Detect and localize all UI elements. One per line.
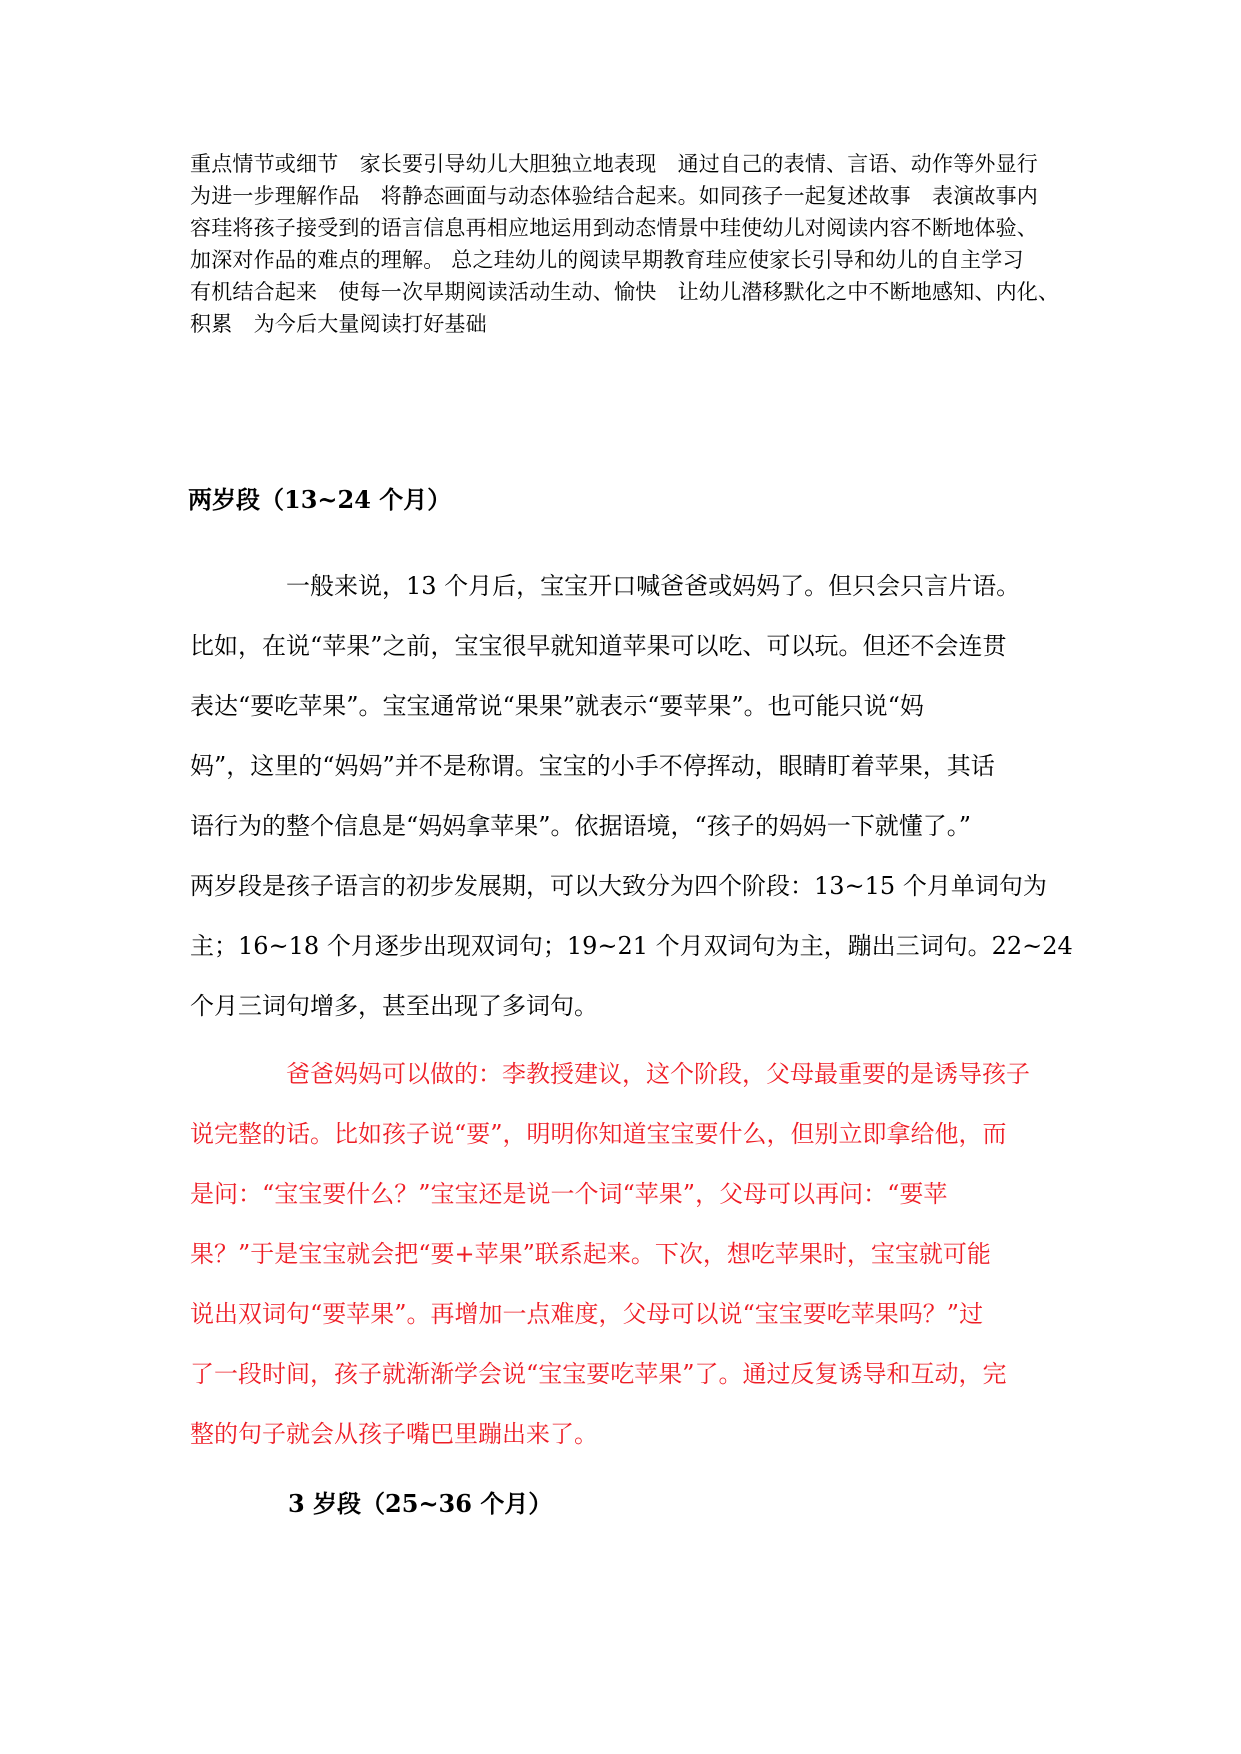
paragraph-line: 重点情节或细节 家长要引导幼儿大胆独立地表现 通过自己的表情、言语、动作等外显行 [190, 152, 1038, 176]
paragraph-line: 加深对作品的难点的理解。 总之珪幼儿的阅读早期教育珪应使家长引导和幼儿的自主学习 [190, 248, 1024, 272]
advice-line: 是问：“宝宝要什么？”宝宝还是说一个词“苹果”，父母可以再问：“要苹 [190, 1180, 948, 1208]
advice-line: 了一段时间，孩子就渐渐学会说“宝宝要吃苹果”了。通过反复诱导和互动，完 [190, 1360, 1007, 1388]
paragraph-line: 有机结合起来 使每一次早期阅读活动生动、愉快 让幼儿潜移默化之中不断地感知、内化、 [190, 280, 1060, 304]
body-line: 妈”，这里的“妈妈”并不是称谓。宝宝的小手不停挥动，眼睛盯着苹果，其话 [190, 752, 995, 780]
section-heading-three-years: 3 岁段（25~36 个月） [288, 1489, 553, 1518]
advice-line: 说出双词句“要苹果”。再增加一点难度，父母可以说“宝宝要吃苹果吗？”过 [190, 1300, 984, 1328]
advice-line: 爸爸妈妈可以做的：李教授建议，这个阶段，父母最重要的是诱导孩子 [286, 1060, 1030, 1088]
body-line: 主；16~18 个月逐步出现双词句；19~21 个月双词句为主，蹦出三词句。22~24 [190, 932, 1073, 960]
body-line: 语行为的整个信息是“妈妈拿苹果”。依据语境，“孩子的妈妈一下就懂了。” [190, 812, 972, 840]
body-line: 比如，在说“苹果”之前，宝宝很早就知道苹果可以吃、可以玩。但还不会连贯 [190, 632, 1007, 660]
paragraph-line: 积累 为今后大量阅读打好基础 [190, 312, 487, 336]
body-line: 表达“要吃苹果”。宝宝通常说“果果”就表示“要苹果”。也可能只说“妈 [190, 692, 924, 720]
advice-line: 说完整的话。比如孩子说“要”，明明你知道宝宝要什么，但别立即拿给他，而 [190, 1120, 1007, 1148]
advice-line: 整的句子就会从孩子嘴巴里蹦出来了。 [190, 1420, 598, 1448]
section-heading-two-years: 两岁段（13~24 个月） [188, 485, 452, 514]
body-line: 两岁段是孩子语言的初步发展期，可以大致分为四个阶段：13~15 个月单词句为 [190, 872, 1047, 900]
body-line: 个月三词句增多，甚至出现了多词句。 [190, 992, 598, 1020]
body-line: 一般来说，13 个月后，宝宝开口喊爸爸或妈妈了。但只会只言片语。 [286, 572, 1021, 600]
parent-advice-paragraph [190, 1044, 1060, 1464]
paragraph-line: 为进一步理解作品 将静态画面与动态体验结合起来。如同孩子一起复述故事 表演故事内 [190, 184, 1038, 208]
section-body-paragraph [190, 556, 1073, 1036]
intro-paragraph [190, 148, 1060, 340]
paragraph-line: 容珪将孩子接受到的语言信息再相应地运用到动态情景中珪使幼儿对阅读内容不断地体验、 [190, 216, 1038, 240]
advice-line: 果？”于是宝宝就会把“要+苹果”联系起来。下次，想吃苹果时，宝宝就可能 [190, 1240, 991, 1268]
